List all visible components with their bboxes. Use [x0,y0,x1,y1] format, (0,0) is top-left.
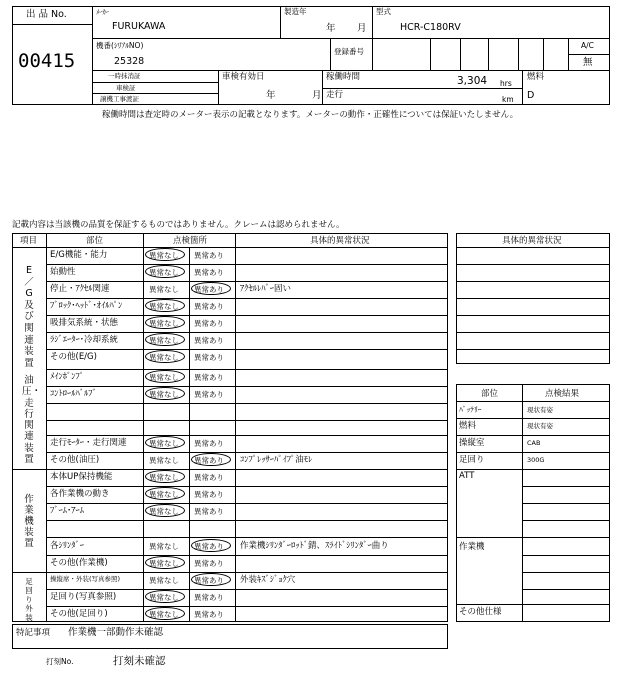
row-part: ﾒｲﾝﾎﾟﾝﾌﾟ [50,372,85,382]
option-ok[interactable]: 異常なし [149,336,179,345]
reg-label: 登録番号 [334,47,364,56]
ac-label: A/C [581,41,594,50]
transfer-cert-label: 譲機工事渡証 [100,95,139,103]
row-part: 吸排気系統・状態 [50,318,119,328]
option-ok[interactable]: 異常なし [149,542,179,551]
results-part-header: 部位 [481,389,499,399]
year-label: 製造年 [284,7,307,16]
header-box [12,6,610,105]
selected-ok-circle [145,299,185,312]
selected-ok-circle [145,556,185,569]
option-ok[interactable]: 異常なし [149,373,179,382]
maker-label: ﾒｰｶｰ [96,8,109,16]
hours-label: 稼働時間 [326,72,361,82]
row-part: ｺﾝﾄﾛｰﾙﾊﾞﾙﾌﾞ [50,389,97,399]
row-part: 本体UP保持機能 [50,472,113,482]
option-ok[interactable]: 異常なし [149,353,179,362]
serial-value: 25328 [114,56,145,67]
option-ok[interactable]: 異常なし [149,439,179,448]
other-spec-label: その他仕様 [459,607,502,617]
lot-number: 00415 [18,50,76,72]
option-ok[interactable]: 異常なし [149,593,179,602]
selected-ok-circle [145,248,185,261]
selected-ng-circle [191,539,231,552]
fuel-result-value: 現状有姿 [527,422,553,430]
option-ng[interactable]: 異常あり [194,542,224,551]
quality-disclaimer: 記載内容は当該機の品質を保証するものではありません。クレームは認められません。 [12,220,345,230]
row-part: 操縦席・外装(写真参照) [50,575,121,583]
option-ok[interactable]: 異常なし [149,251,179,260]
selected-ok-circle [145,504,185,517]
row-part: その他(E/G) [50,352,97,362]
col-detail-header: 具体的異常状況 [310,236,370,246]
fuel-label: 燃料 [527,72,545,82]
row-detail: ｺﾝﾌﾟﾚｯｻｰﾊﾟｲﾌﾟ油ﾓﾚ [240,455,313,465]
vehicle-cert-label: 車検証 [116,84,136,92]
option-ng[interactable]: 異常あり [194,593,224,602]
option-ok[interactable]: 異常なし [149,507,179,516]
option-ng[interactable]: 異常あり [194,473,224,482]
group-hydraulic: 油圧・走行関連装置 [22,375,42,466]
selected-ok-circle [145,387,185,400]
option-ok[interactable]: 異常なし [149,576,179,585]
fuel-value: D [527,90,535,101]
model-value: HCR-C180RV [400,22,461,33]
row-part: 走行ﾓｰﾀｰ・走行関連 [50,438,127,448]
option-ng[interactable]: 異常あり [194,490,224,499]
temp-cert-label: 一時抹消証 [108,72,141,80]
special-notes-value: 作業機一部動作未確認 [68,627,164,638]
selected-ok-circle [145,265,185,278]
inspection-year-unit: 年 [266,90,276,101]
option-ng[interactable]: 異常あり [194,251,224,260]
row-detail: 作業機ｼﾘﾝﾀﾞｰﾛｯﾄﾞ錆、ｽﾗｲﾄﾞｼﾘﾝﾀﾞｰ曲り [240,541,389,551]
selected-ok-circle [145,607,185,620]
cab-value: CAB [527,439,541,447]
col-item-header: 項目 [20,236,38,246]
option-ng[interactable]: 異常あり [194,390,224,399]
option-ok[interactable]: 異常なし [149,610,179,619]
row-part: 始動性 [50,267,76,277]
year-unit: 年 [326,23,336,34]
inspection-month-unit: 月 [312,90,322,101]
hours-disclaimer: 稼働時間は査定時のメーター表示の記載となります。メーターの動作・正確性については保証いたしません。 [102,110,519,120]
hours-unit: hrs [500,79,512,88]
option-ok[interactable]: 異常なし [149,559,179,568]
ac-value: 無 [583,57,593,68]
option-ng[interactable]: 異常あり [194,559,224,568]
att-label: ATT [459,471,475,481]
group-foot: 足回り外装 [25,577,33,622]
foot-label: 足回り [459,455,485,465]
battery-label: ﾊﾞｯﾃﾘｰ [459,405,482,414]
selected-ok-circle [145,470,185,483]
option-ok[interactable]: 異常なし [149,490,179,499]
option-ok[interactable]: 異常なし [149,473,179,482]
option-ok[interactable]: 異常なし [149,319,179,328]
group-work: 作業機装置 [24,494,34,549]
row-part: その他(足回り) [50,609,108,619]
selected-ok-circle [145,590,185,603]
foot-value: 300G [527,456,545,464]
group-eg: E／G及び関連装置 [24,265,34,369]
option-ng[interactable]: 異常あり [194,507,224,516]
col-check-header: 点検箇所 [173,236,208,246]
row-part: その他(作業機) [50,558,108,568]
option-ok[interactable]: 異常なし [149,390,179,399]
selected-ok-circle [145,436,185,449]
special-notes-label: 特記事項 [16,628,51,638]
selected-ok-circle [145,333,185,346]
selected-ng-circle [191,453,231,466]
selected-ok-circle [145,370,185,383]
lot-label: 出 品 No. [26,9,67,20]
selected-ng-circle [191,282,231,295]
option-ng[interactable]: 異常あり [194,302,224,311]
selected-ok-circle [145,350,185,363]
option-ng[interactable]: 異常あり [194,439,224,448]
option-ok[interactable]: 異常なし [149,268,179,277]
row-detail: 外装ｷｽﾞｼﾞｮｸ穴 [240,575,296,585]
option-ng[interactable]: 異常あり [194,336,224,345]
serial-label: 機番(ｼﾘｱﾙNO) [96,41,144,50]
option-ok[interactable]: 異常なし [149,302,179,311]
row-detail: ｱｸｾﾙﾚﾊﾞｰ固い [240,284,292,294]
work-label: 作業機 [459,542,485,552]
option-ng[interactable]: 異常あり [194,576,224,585]
right-detail-header: 具体的異常状況 [502,236,562,246]
selected-ng-circle [191,573,231,586]
km-unit: km [502,95,514,104]
row-part: 各ｼﾘﾝﾀﾞｰ [50,541,85,551]
option-ng[interactable]: 異常あり [194,353,224,362]
option-ng[interactable]: 異常あり [194,319,224,328]
option-ok[interactable]: 異常なし [149,456,179,465]
option-ng[interactable]: 異常あり [194,610,224,619]
stamp-value: 打刻未確認 [113,655,166,667]
cab-label: 操縦室 [459,438,485,448]
row-part: E/G機能・能力 [50,250,108,260]
option-ng[interactable]: 異常あり [194,285,224,294]
maker-value: FURUKAWA [112,21,166,32]
row-part: ﾌﾞﾛｯｸ･ﾍｯﾄﾞ･ｵｲﾙﾊﾟﾝ [50,301,123,311]
results-result-header: 点検結果 [545,389,580,399]
month-unit: 月 [357,23,367,34]
row-part: 足回り(写真参照) [50,592,117,602]
row-part: ﾗｼﾞｴｰﾀｰ･冷却系統 [50,335,119,345]
model-label: 型式 [376,7,391,16]
hours-value: 3,304 [457,75,488,87]
option-ok[interactable]: 異常なし [149,285,179,294]
row-part: ﾌﾞｰﾑ･ｱｰﾑ [50,506,85,516]
row-part: 各作業機の動き [50,489,110,499]
col-part-header: 部位 [86,236,104,246]
inspection-label: 車検有効日 [222,72,265,82]
stamp-label: 打刻No. [46,657,74,666]
option-ng[interactable]: 異常あり [194,456,224,465]
row-part: 停止・ｱｸｾﾙ関連 [50,284,110,294]
selected-ok-circle [145,316,185,329]
selected-ok-circle [145,487,185,500]
fuel-result-label: 燃料 [459,421,477,431]
row-part: その他(油圧) [50,455,100,465]
option-ng[interactable]: 異常あり [194,373,224,382]
battery-value: 現状有姿 [527,406,553,414]
travel-label: 走行 [326,90,344,100]
option-ng[interactable]: 異常あり [194,268,224,277]
